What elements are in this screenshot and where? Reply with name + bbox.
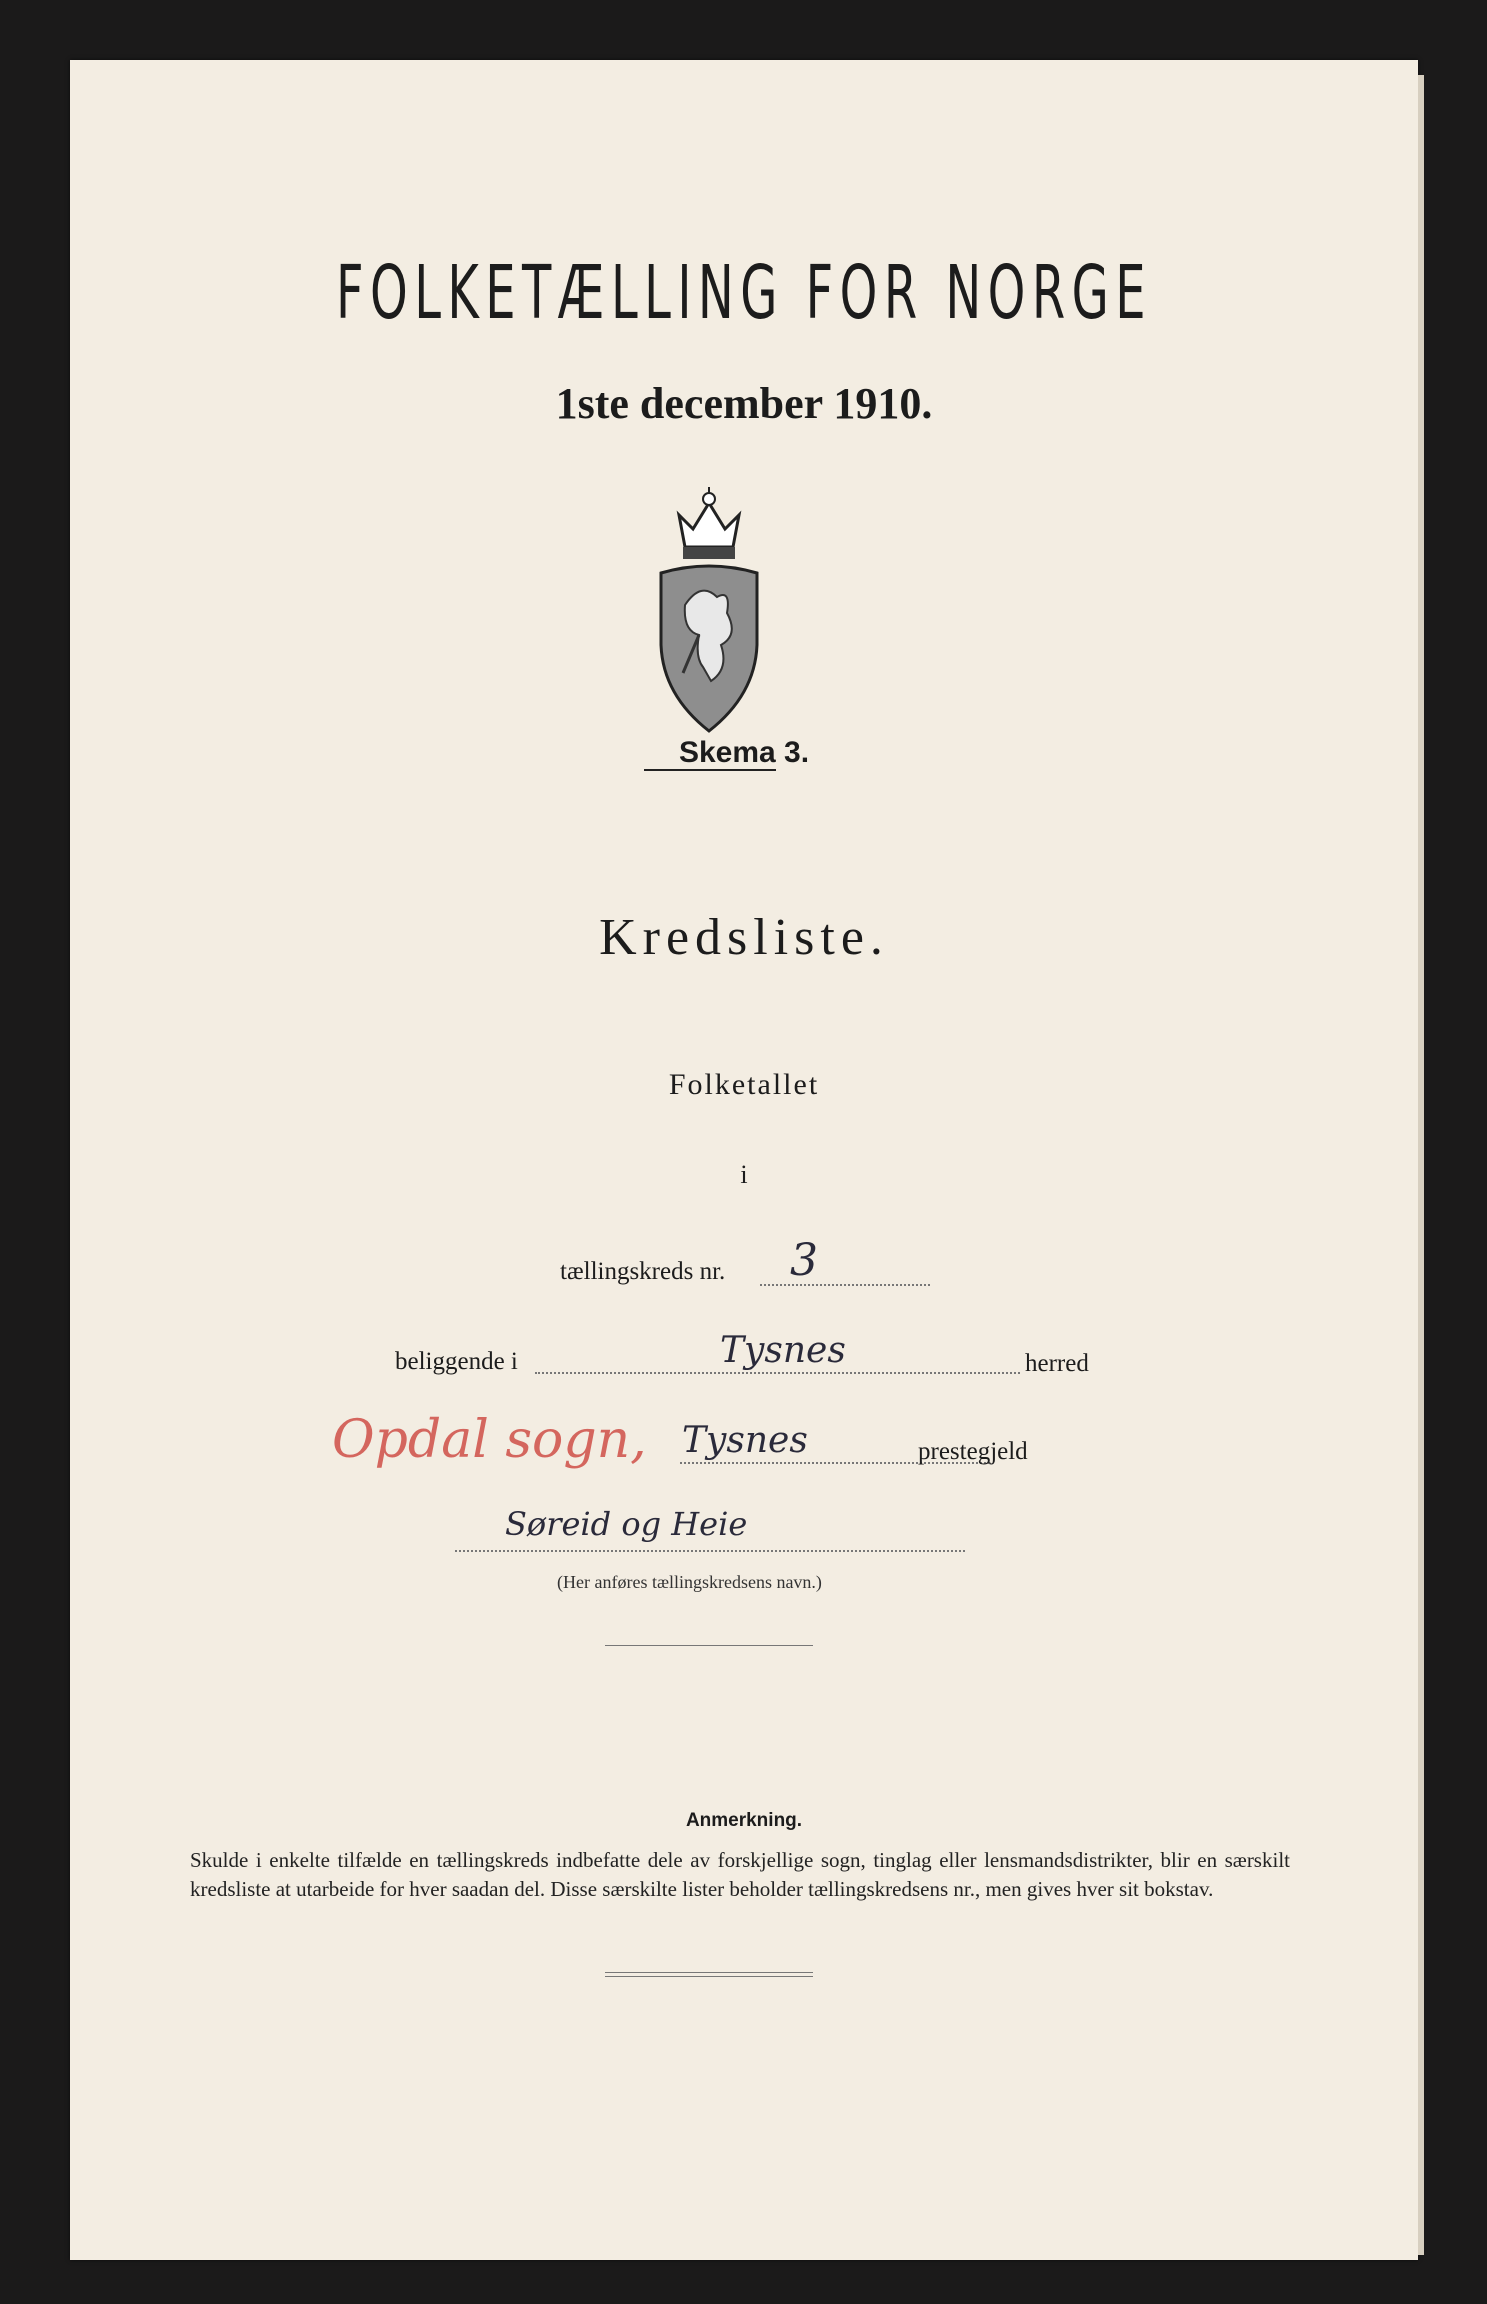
schema-underline (644, 769, 776, 771)
sogn-value: Opdal sogn, (332, 1410, 647, 1470)
divider-top (605, 1645, 813, 1646)
divider-bottom-2 (605, 1976, 813, 1977)
remark-text: Skulde i enkelte tilfælde en tællingskreds indbefatte dele av forskjellige sogn, tinglag eller lensmandsdistrikter, blir en særskilt kredsliste at utarbeide for hver saadan del. Disse særskilte lister beholder tællingskredsens nr., men gives hver sit bokstav. (190, 1848, 1290, 1901)
remark-heading: Anmerkning. (685, 1810, 803, 1831)
kreds-line (760, 1284, 930, 1286)
census-date: 1ste december 1910. (555, 379, 933, 428)
beliggende-label: beliggende i (395, 1348, 518, 1375)
census-form-page (70, 60, 1418, 2260)
prestegjeld-label: prestegjeld (918, 1438, 1028, 1465)
navn-note: (Her anføres tællingskredsens navn.) (557, 1572, 822, 1592)
norwegian-coat-of-arms-icon (655, 485, 763, 735)
navn-value: Søreid og Heie (505, 1505, 748, 1543)
page-edge (1418, 75, 1424, 2255)
schema-label: Skema 3. (678, 736, 810, 769)
form-title: FOLKETÆLLING FOR NORGE (335, 250, 1153, 336)
herred-line (535, 1372, 1020, 1374)
divider-bottom-1 (605, 1972, 813, 1973)
form-subheading: Folketallet (668, 1068, 820, 1101)
preposition: i (740, 1160, 748, 1189)
kreds-label: tællingskreds nr. (560, 1258, 726, 1285)
kreds-value: 3 (790, 1235, 818, 1286)
form-heading: Kredsliste. (599, 909, 889, 966)
navn-line (455, 1550, 965, 1552)
prestegjeld-value: Tysnes (682, 1420, 808, 1461)
herred-value: Tysnes (720, 1330, 846, 1371)
herred-label: herred (1025, 1350, 1089, 1377)
